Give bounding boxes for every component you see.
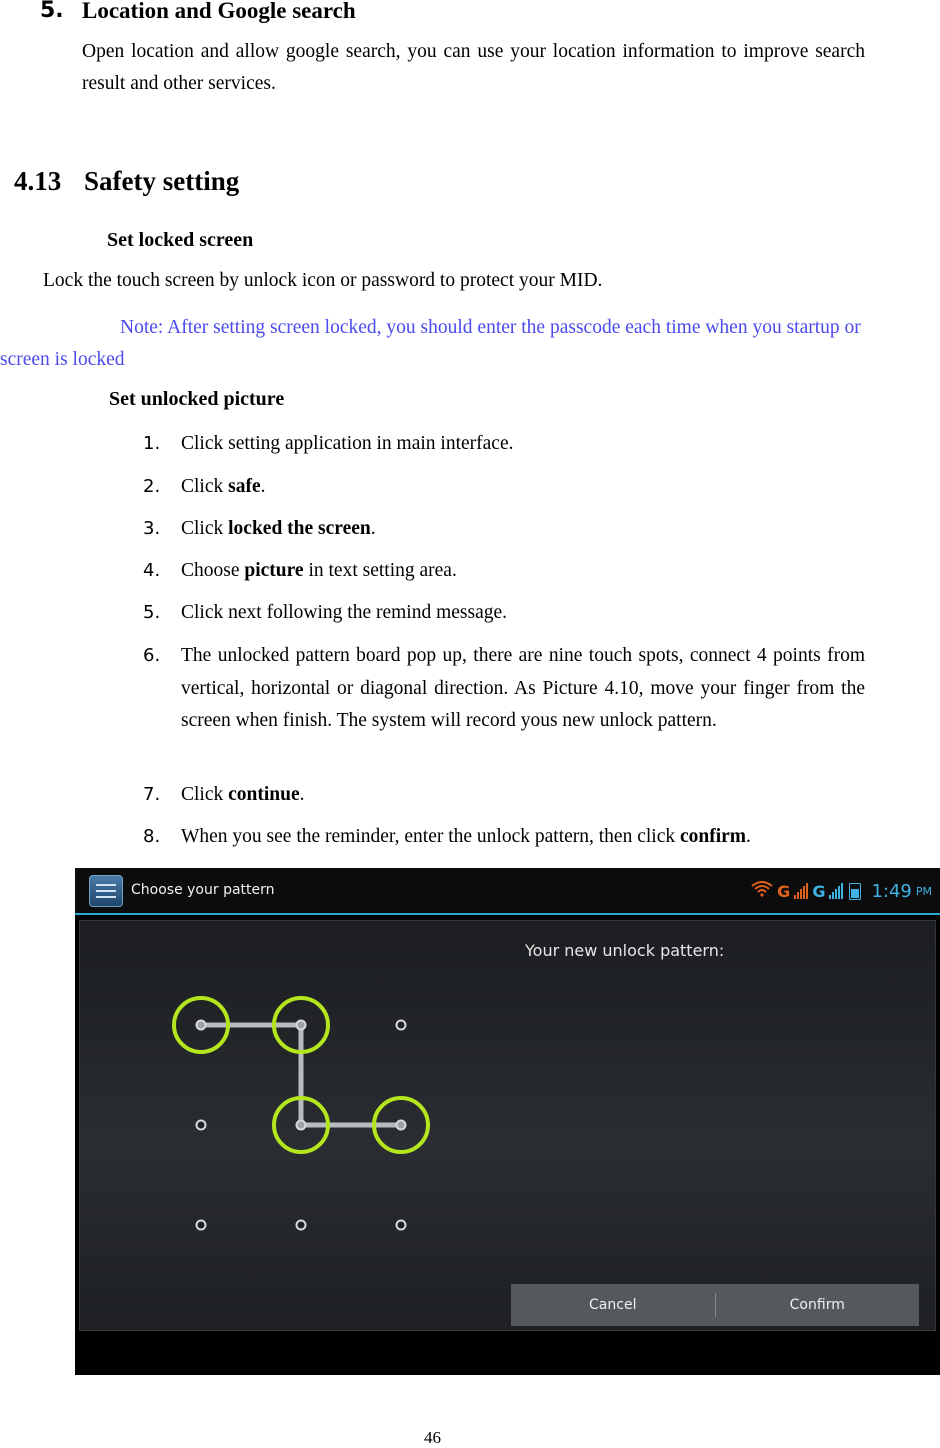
pattern-panel (79, 920, 936, 1331)
step-text (181, 428, 865, 461)
chapter-number: 4.13 (14, 166, 62, 196)
step-number: 1. (143, 433, 161, 454)
battery-icon (849, 883, 861, 900)
step-number: 5. (143, 602, 161, 623)
clock-ampm: PM (915, 884, 932, 898)
step-number: 4. (143, 560, 161, 581)
step-item (143, 821, 865, 854)
step-number: 2. (143, 476, 161, 497)
confirm-button[interactable]: Confirm (789, 1297, 845, 1313)
unlocked-picture-heading: Set unlocked picture (109, 388, 285, 410)
step-text (181, 555, 865, 588)
step-text-part: . (370, 518, 376, 539)
step-item (143, 471, 865, 504)
step-emphasis: picture (244, 560, 304, 581)
step-text-part: Click (181, 518, 229, 539)
step-emphasis: confirm (679, 826, 747, 847)
step-item (143, 779, 865, 812)
step-emphasis: safe (228, 476, 261, 497)
step-text-part: When you see the reminder, enter the unlock pattern, then click (181, 826, 680, 847)
network-type-1: G (777, 881, 791, 901)
step-item (143, 428, 865, 461)
pattern-path-line (201, 1025, 401, 1125)
settings-sliders-icon (89, 875, 123, 907)
step-number: 3. (143, 518, 161, 539)
signal-icon-1 (794, 883, 808, 899)
step-text (181, 640, 865, 738)
step-number: 7. (143, 784, 161, 805)
step-item (143, 597, 865, 630)
pattern-dot[interactable] (397, 1021, 406, 1030)
section-number: 5. (40, 0, 64, 23)
step-text-part: Click next following the remind message. (181, 602, 508, 623)
wifi-icon (751, 881, 773, 901)
step-text-part: . (299, 784, 305, 805)
step-emphasis: continue (228, 784, 300, 805)
step-text (181, 513, 865, 546)
step-item (143, 513, 865, 546)
step-number: 8. (143, 826, 161, 847)
page-number: 46 (424, 1428, 441, 1447)
button-bar (511, 1284, 919, 1326)
pattern-dot[interactable] (297, 1021, 306, 1030)
step-emphasis: locked the screen (228, 518, 371, 539)
pattern-dot[interactable] (297, 1221, 306, 1230)
pattern-dot[interactable] (397, 1121, 406, 1130)
locked-screen-note: Note: After setting screen locked, you should enter the passcode each time when you startup or screen is locked (0, 317, 861, 370)
navigation-bar (75, 1334, 940, 1375)
cancel-button[interactable]: Cancel (589, 1297, 637, 1313)
step-text (181, 779, 865, 812)
network-type-2: G (812, 881, 826, 901)
app-title: Choose your pattern (131, 882, 275, 898)
step-text-part: Click (181, 476, 229, 497)
pattern-dot[interactable] (197, 1121, 206, 1130)
step-text-part: Click (181, 784, 229, 805)
locked-screen-text: Lock the touch screen by unlock icon or password to protect your MID. (43, 270, 603, 291)
pattern-dot[interactable] (297, 1121, 306, 1130)
step-item (143, 555, 865, 588)
step-text-part: Click setting application in main interface. (181, 433, 514, 454)
section-body: Open location and allow google search, you can use your location information to improve search result and other services. (82, 41, 865, 94)
step-number: 6. (143, 645, 161, 666)
step-text (181, 821, 865, 854)
unlock-pattern-grid[interactable] (80, 921, 500, 1281)
pattern-prompt: Your new unlock pattern: (525, 941, 725, 960)
device-screenshot (75, 868, 940, 1375)
step-text-part: . (746, 826, 751, 847)
pattern-dot[interactable] (197, 1221, 206, 1230)
chapter-heading (14, 166, 239, 197)
pattern-dot[interactable] (197, 1021, 206, 1030)
locked-screen-heading: Set locked screen (107, 229, 254, 251)
step-text (181, 471, 865, 504)
action-bar (75, 868, 940, 914)
action-bar-divider (75, 913, 940, 915)
status-bar (751, 878, 932, 904)
step-text-part: in text setting area. (303, 560, 457, 581)
section-title: Location and Google search (82, 0, 356, 23)
step-text-part: . (260, 476, 266, 497)
signal-icon-2 (829, 883, 843, 899)
step-text-part: The unlocked pattern board pop up, there are nine touch spots, connect 4 points from vertical, horizontal or diagonal direction. As Picture 4.10, move your finger from the screen when finish. The system will record yous new unlock pattern. (181, 645, 865, 731)
clock-time: 1:49 (871, 880, 912, 902)
step-item (143, 640, 865, 738)
step-text (181, 597, 865, 630)
chapter-title: Safety setting (84, 166, 240, 196)
pattern-dot[interactable] (397, 1221, 406, 1230)
step-text-part: Choose (181, 560, 245, 581)
